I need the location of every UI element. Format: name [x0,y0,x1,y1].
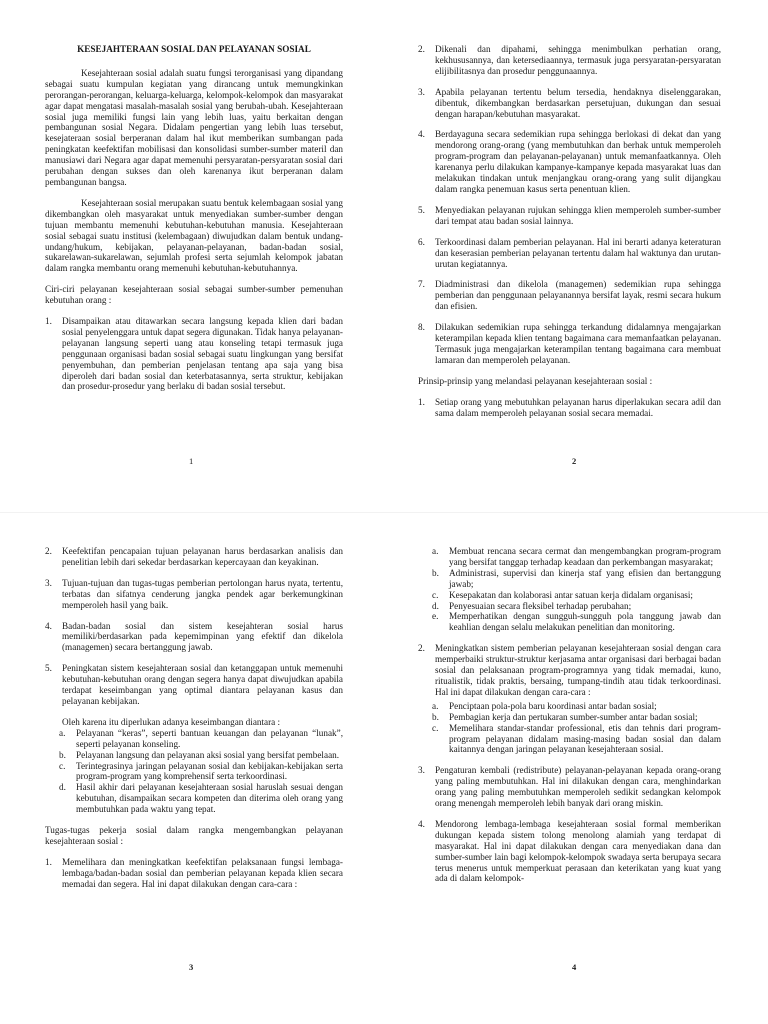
list-item [45,621,343,654]
sub-list-item [418,590,721,601]
list-text: Badan-badan sosial dan sistem kesejahteran sosial harus memiliki/berdasarkan pada kepemimpinan yang efektif dan dikelola (managemen) secara bertanggung jawab. [62,620,343,653]
list-number: 6. [418,236,425,247]
list-text: Memperhatikan dengan sungguh-sungguh pola tanggung jawab dan keahlian dengan selalu melakukan penelitian dan monitoring. [449,611,721,633]
list-number: 4. [418,129,425,140]
list-item [418,397,721,419]
list-number: 8. [418,322,425,333]
list-text: Memelihara dan meningkatkan keefektifan pelaksanaan fungsi lembaga-lembaga/badan-badan sosial dan pemberian pelayanan kepada klien secara memadai dan segera. Hal ini dapat dilakukan dengan cara-cara : [62,856,343,889]
list-item [45,316,343,392]
list-item [418,322,721,366]
sub-list-item [45,782,343,815]
list-text: Tujuan-tujuan dan tugas-tugas pemberian pertolongan harus nyata, tertentu, terbatas dan sifatnya cenderung jangka pendek agar berkemungkinan memperoleh hasil yang baik. [62,577,343,610]
list-letter: b. [59,749,66,760]
list-text: Dikenali dan dipahami, sehingga menimbulkan perhatian orang, kekhususannya, dan ketersediaannya, termasuk juga persyaratan-persyaratan elijibilitasnya dan prosedur penggunaannya. [435,44,721,76]
list-text: Memelihara standar-standar professional, etis dan tehnis dari program-program pelayanan didalam masing-masing badan sosial dan dalam kaitannya dengan jaringan pelayanan kesejahteraan sosial. [449,722,721,755]
list-text: Pembagian kerja dan pertukaran sumber-sumber antar badan sosial; [449,711,698,722]
list-number: 2. [418,44,425,54]
sub-list-item [418,723,721,756]
list-text: Mendorong lembaga-lembaga kesejahteraan sosial formal memberikan dukungan kepada sistem tolong menolong alamiah yang terdapat di masyarakat. Hal ini dapat dilakukan dengan cara menyediakan dana dan sumber-sumber lain bagi kelompok-kelompok swadaya serta berupaya secara terus menerus untuk memperkuat perasaan dan keterikatan yang kuat yang ada di dalam kelompok- [435,818,721,884]
paragraph: Kesejahteraan sosial adalah suatu fungsi terorganisasi yang dipandang sebagai suatu kumpulan kegiatan yang dirancang untuk memungkinkan perorangan-perorangan, keluarga-keluarga, kelompok-kelompok dan masyarakat agar dapat mengatasi masalah-masalah sosial yang berubah-ubah. Kesejahteraan sosial juga memiliki fungsi lain yang lebih luas, yaitu berkaitan dengan pembangunan sosial Negara. Didalam pengertian yang lebih luas tersebut, kesejateraan sosial berperanan dalam hal ikut memberikan sumbangan pada peningkatan keefektifan mobilisasi dan konsolidasi sumber-sumber materil dan manusiawi dari Negara agar dapat memenuhi persyaratan-persyaratan sosial dari perubahan dengan sukses dan oleh karenanya ikut berperanan dalam pembangunan bangsa. [45,67,343,187]
list-item [418,44,721,77]
list-text: Pengaturan kembali (redistribute) pelayanan-pelayanan kepada orang-orang yang paling membutuhkan. Hal ini dilakukan dengan cara, menghindarkan orang yang paling membutuhkan memperoleh sedikit sedangkan kelompok orang menengah memperoleh lebih banyak dari orang miskin. [435,765,721,809]
list-letter: a. [432,546,439,556]
list-number: 1. [45,316,52,327]
list-text: Menyediakan pelayanan rujukan sehingga klien memperoleh sumber-sumber dari tempat atau badan sosial lainnya. [435,204,721,226]
list-number: 2. [45,546,52,556]
list-letter: d. [59,782,66,793]
page-number: 2 [572,456,577,466]
list-text: Peningkatan sistem kesejahteraan sosial dan ketanggapan untuk memenuhi kebutuhan-kebutuhan orang dengan segera hanya dapat diwujudkan apabila terdapat keseimbangan yang optimal diantara pelayanan kasus dan pelayanan kebijakan. [62,663,343,706]
sub-list-item [418,712,721,723]
list-text: Penciptaan pola-pola baru koordinasi antar badan sosial; [449,700,657,711]
list-item [45,546,343,568]
page-3 [45,546,343,900]
list-number: 5. [418,204,425,215]
list-text: Keefektifan pencapaian tujuan pelayanan harus berdasarkan analisis dan penelitian lebih dari sekedar berdasarkan kepercayaan dan keyakinan. [62,546,343,567]
list-text: Membuat rencana secara cermat dan mengembangkan program-program yang bersifat tanggap terhadap keadaan dan perkembangan masyarakat; [449,546,721,567]
sub-list-item [418,546,721,568]
sub-list-item [418,601,721,612]
sub-list-item [418,568,721,590]
paragraph: Ciri-ciri pelayanan kesejahteraan sosial sebagai sumber-sumber pemenuhan kebutuhan orang : [45,284,343,306]
list-item [418,205,721,227]
sub-list-item [418,611,721,633]
list-text: Penyesuaian secara fleksibel terhadap perubahan; [449,600,632,611]
list-text: Apabila pelayanan tertentu belum tersedia, hendaknya diselenggarakan, dibentuk, dikembangkan berdasarkan persetujuan, dukungan dan sesuai dengan harapan/kebutuhan masyarakat. [435,86,721,119]
list-text: Administrasi, supervisi dan kinerja staf yang efisien dan bertanggung jawab; [449,567,721,589]
page-4 [418,546,721,894]
list-number: 4. [45,620,52,631]
list-text: Terintegrasinya jaringan pelayanan sosial dan kebijakan-kebijakan serta program-program yang komprehensif serta terkoordinasi. [76,760,343,782]
list-letter: b. [432,711,439,722]
list-number: 4. [418,818,425,829]
list-letter: c. [432,722,439,733]
sub-list-item [45,728,343,750]
paragraph: Tugas-tugas pekerja sosial dalam rangka mengembangkan pelayanan kesejahteraan sosial : [45,825,343,846]
page-number: 3 [189,962,194,972]
list-number: 3. [418,765,425,776]
list-text: Pelayanan langsung dan pelayanan aksi sosial yang bersifat pembelaan. [76,749,340,760]
list-text: Disampaikan atau ditawarkan secara langsung kepada klien dari badan sosial penyelenggara untuk dapat segera digunakan. Tidak hanya pelayanan-pelayanan langsung seperti uang atau konseling tetapi termasuk juga penggunaan organisasi badan sosial sebagai suatu lingkungan yang bersifat penyembuhan, dan pemberian penjelasan tentang apa saja yang bisa diperoleh dari badan sosial dan keterbatasannya, serta struktur, kebijakan dan prosedur-prosedur yang berlaku di badan sosial tersebut. [62,316,343,392]
list-item [418,279,721,312]
list-letter: a. [432,700,439,711]
paragraph: Oleh karena itu diperlukan adanya keseimbangan diantara : [62,716,281,727]
list-number: 1. [418,396,425,407]
list-number: 7. [418,279,425,290]
list-number: 1. [45,856,52,867]
list-text: Hasil akhir dari pelayanan kesejahteraan sosial haruslah sesuai dengan kebutuhan, disampaikan secara kompeten dan diterima oleh orang yang membutuhkan pada waktu yang tepat. [76,782,343,815]
document-title: KESEJAHTERAAN SOSIAL DAN PELAYANAN SOSIAL [77,44,311,54]
list-number: 3. [45,577,52,588]
list-text: Meningkatkan sistem pemberian pelayanan kesejahteraan sosial dengan cara memperbaiki struktur-struktur kerjasama antar organisasi dari berbagai badan sosial dan pelaksanaan program-programnya yang tidak memadai, kuno, ritualistik, tidak praktis, bersaing, tumpang-tindih atau tidak terkoordinasi. Hal ini dapat dilakukan dengan cara-cara : [435,643,721,697]
list-item [45,857,343,890]
list-text: Dilakukan sedemikian rupa sehingga terkandung didalamnya mengajarkan keterampilan kepada klien tentang bagaimana cara memanfaatkan pelayanan. Termasuk juga mengajarkan keterampilan tentang bagaimana cara membuat lamaran dan memperoleh pelayanan. [435,322,721,365]
list-letter: c. [59,760,66,771]
paragraph: Prinsip-prinsip yang melandasi pelayanan kesejahteraan sosial : [418,375,653,386]
list-letter: b. [432,567,439,578]
sub-list-item [418,701,721,712]
list-number: 5. [45,663,52,674]
list-item [418,765,721,809]
list-item [45,578,343,611]
list-text: Terkoordinasi dalam pemberian pelayanan. Hal ini berarti adanya keteraturan dan keserasian pemberian pelayanan tertentu dalam hal waktunya dan urutan-urutan kegiatannya. [435,236,721,269]
list-text: Diadministrasi dan dikelola (managemen) sedemikian rupa sehingga pemberian dan penggunaan pelayanannya bersifat layak, resmi secara hukum dan efisien. [435,279,721,312]
page-number: 4 [572,962,577,972]
list-number: 2. [418,643,425,654]
list-number: 3. [418,86,425,97]
list-text: Setiap orang yang mebutuhkan pelayanan harus diperlakukan secara adil dan sama dalam memperoleh pelayanan sosial secara memadai. [435,396,721,418]
list-text: Pelayanan “keras”, seperti bantuan keuangan dan pelayanan “lunak”, seperti pelayanan konseling. [76,727,343,749]
list-letter: c. [432,589,439,600]
list-text: Kesepakatan dan kolaborasi antar satuan kerja didalam organisasi; [449,589,693,600]
paragraph: Kesejahteraan sosial merupakan suatu bentuk kelembagaan sosial yang dikembangkan oleh masyarakat untuk menyediakan sumber-sumber dengan tujuan membantu memenuhi kebutuhan-kebutuhan manusia. Kesejahteraan sosial sebagai suatu institusi (kelembagaan) diwujudkan dalam bentuk undang-undang/hukum, kebijakan, pelayanan-pelayanan, badan-badan sosial, sukarelawan-sukarelawan, sejumlah profesi serta sejumlah kelompok jabatan dalam rangka membantu orang memenuhi kebutuhan-kebutuhannya. [45,197,343,274]
list-text: Berdayaguna secara sedemikian rupa sehingga berlokasi di dekat dan yang mendorong orang-orang (yang membutuhkan dan berhak untuk memperoleh program-program dan pelayanan-pelayanan) untuk memanfaatkannya. Oleh karenanya perlu dilakukan kampanye-kampanye kepada masyarakat luas dan melakukan tindakan untuk menjangkau orang-orang yang sulit dijangkau dalam rangka penemuan kasus serta penentuan klien. [435,129,721,194]
list-item [418,129,721,194]
list-item [418,237,721,270]
list-letter: d. [432,600,439,611]
sub-list-item [45,750,343,761]
list-letter: e. [432,611,439,622]
list-item [45,663,343,707]
page-divider [0,512,768,513]
list-letter: a. [59,727,66,738]
list-item [418,643,721,698]
sub-list-item [45,761,343,783]
page-number: 1 [189,456,194,466]
page-2 [418,44,721,428]
list-item [418,87,721,120]
page-1 [45,44,343,402]
list-item [418,819,721,884]
